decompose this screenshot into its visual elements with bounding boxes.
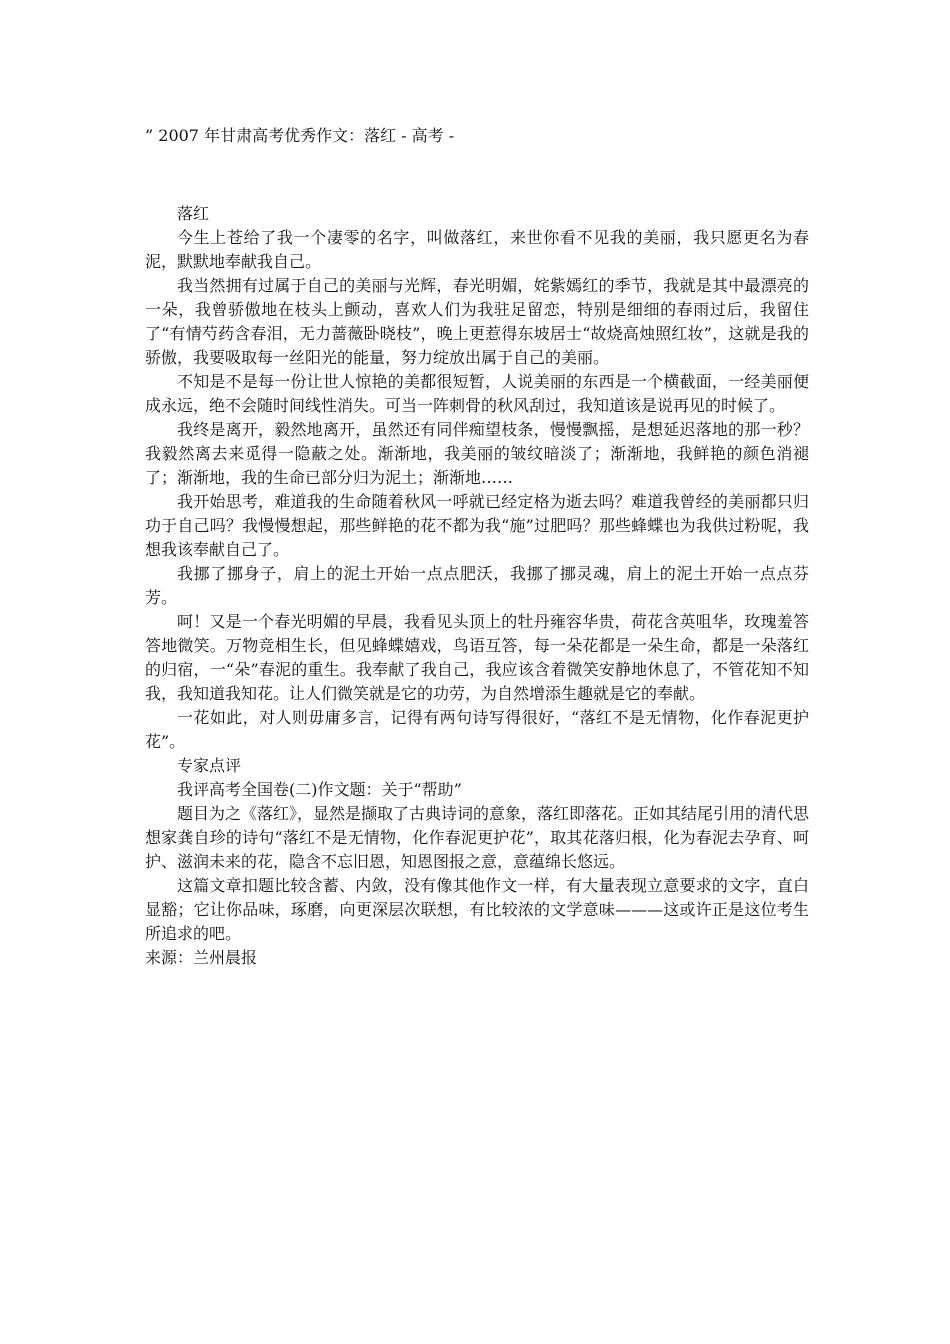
review-paragraph-2: 这篇文章扣题比较含蓄、内敛，没有像其他作文一样，有大量表现立意要求的文字，直白显豁；它让你品味，琢磨，向更深层次联想，有比较浓的文学意味———这或许正是这位考生所追求的吧。 [145, 876, 809, 943]
source-line: 来源：兰州晨报 [145, 948, 258, 967]
essay-paragraph-1: 今生上苍给了我一个凄零的名字，叫做落红，来世你看不见我的美丽，我只愿更名为春泥，默默地奉献我自己。 [145, 228, 809, 271]
review-paragraph-1: 题目为之《落红》，显然是撷取了古典诗词的意象，落红即落花。正如其结尾引用的清代思想家龚自珍的诗句“落红不是无情物，化作春泥更护花”，取其花落归根，化为春泥去孕育、呵护、滋润未来的花，隐含不忘旧恩，知恩图报之意，意蕴绵长悠远。 [145, 804, 810, 871]
document-body [145, 202, 809, 970]
essay-paragraph-8: 一花如此，对人则毋庸多言，记得有两句诗写得很好，“落红不是无情物，化作春泥更护花”。 [145, 708, 809, 751]
page-header-title: ” 2007 年甘肃高考优秀作文：落红 - 高考 - [145, 126, 455, 145]
essay-title: 落红 [177, 204, 210, 223]
essay-paragraph-2: 我当然拥有过属于自己的美丽与光辉，春光明媚，姹紫嫣红的季节，我就是其中最漂亮的一朵，我曾骄傲地在枝头上颤动，喜欢人们为我驻足留恋，特别是细细的春雨过后，我留住了“有情芍药含春泪，无力蔷薇卧晓枝”，晚上更惹得东坡居士“故烧高烛照红妆”，这就是我的骄傲，我要吸取每一丝阳光的能量，努力绽放出属于自己的美丽。 [145, 276, 809, 367]
essay-paragraph-5: 我开始思考，难道我的生命随着秋风一呼就已经定格为逝去吗？难道我曾经的美丽都只归功于自己吗？我慢慢想起，那些鲜艳的花不都为我“施”过肥吗？那些蜂蝶也为我供过粉呢，我想我该奉献自己了。 [145, 492, 809, 559]
essay-paragraph-3: 不知是不是每一份让世人惊艳的美都很短暂，人说美丽的东西是一个横截面，一经美丽便成永远，绝不会随时间线性消失。可当一阵刺骨的秋风刮过，我知道该是说再见的时候了。 [145, 372, 809, 415]
essay-paragraph-4: 我终是离开，毅然地离开，虽然还有同伴痴望枝条，慢慢飘摇，是想延迟落地的那一秒？我毅然离去来觅得一隐蔽之处。渐渐地，我美丽的皱纹暗淡了；渐渐地，我鲜艳的颜色消褪了；渐渐地，我的生命已部分归为泥土；渐渐地…… [145, 420, 809, 487]
review-heading: 专家点评 [177, 756, 242, 775]
review-subheading: 我评高考全国卷(二)作文题：关于“帮助” [177, 780, 462, 799]
essay-paragraph-7: 呵！又是一个春光明媚的早晨，我看见头顶上的牡丹雍容华贵，荷花含英咀华，玫瑰羞答答地微笑。万物竞相生长，但见蜂蝶嬉戏，鸟语互答，每一朵花都是一朵生命，都是一朵落红的归宿，一“朵”春泥的重生。我奉献了我自己，我应该含着微笑安静地休息了，不管花知不知我，我知道我知花。让人们微笑就是它的功劳，为自然增添生趣就是它的奉献。 [145, 612, 809, 703]
essay-paragraph-6: 我挪了挪身子，肩上的泥土开始一点点肥沃，我挪了挪灵魂，肩上的泥土开始一点点芬芳。 [145, 564, 809, 607]
